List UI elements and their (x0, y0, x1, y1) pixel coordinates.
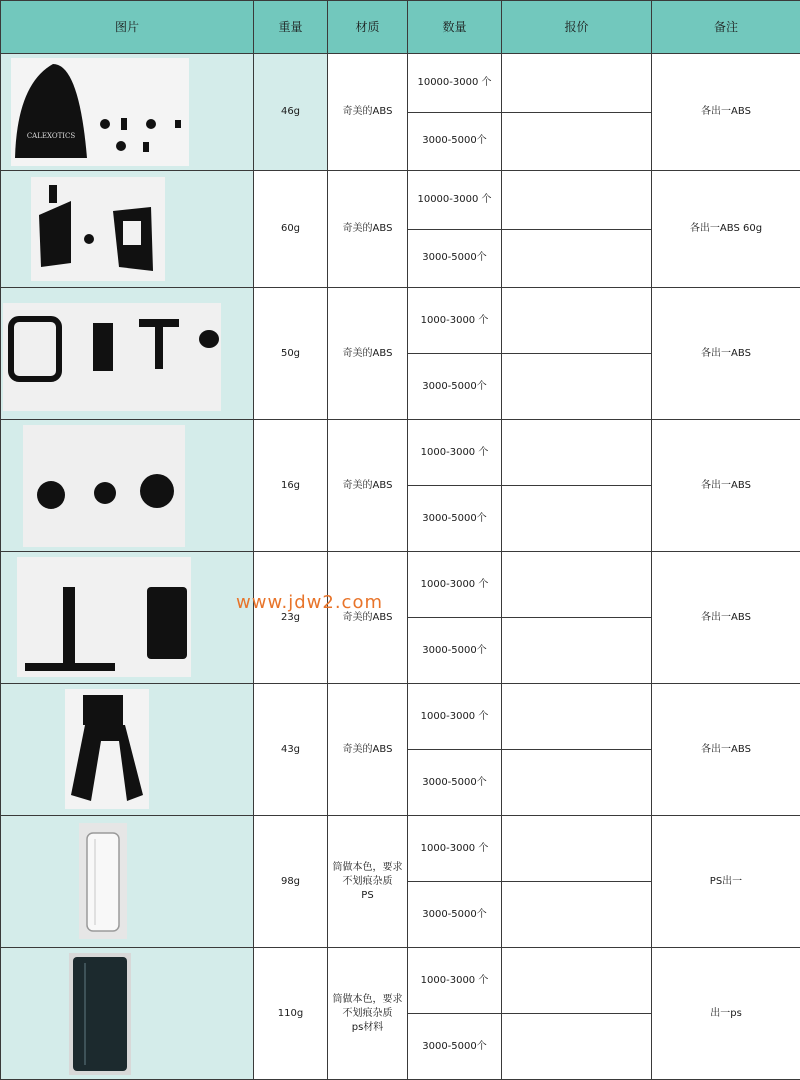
price-cell[interactable] (502, 288, 652, 354)
header-weight: 重量 (254, 1, 328, 54)
header-image: 图片 (1, 1, 254, 54)
product-image-cell (1, 171, 254, 288)
price-cell[interactable] (502, 552, 652, 618)
quantity-cell: 3000-5000个 (408, 618, 502, 684)
header-quantity: 数量 (408, 1, 502, 54)
table-row (1, 54, 800, 113)
table-row (1, 288, 800, 354)
price-cell[interactable] (502, 882, 652, 948)
quantity-cell: 10000-3000 个 (408, 54, 502, 113)
black-cap-parts-image (1, 54, 254, 170)
weight-cell: 23g (254, 552, 328, 684)
quantity-cell: 3000-5000个 (408, 882, 502, 948)
material-cell: 奇美的ABS (328, 171, 408, 288)
black-grip-handle-image (1, 685, 254, 815)
note-cell: 出一ps (652, 948, 800, 1080)
quantity-cell: 3000-5000个 (408, 354, 502, 420)
quantity-cell: 1000-3000 个 (408, 288, 502, 354)
svg-text:CALEXOTICS: CALEXOTICS (27, 132, 76, 140)
table-row (1, 816, 800, 882)
weight-cell: 98g (254, 816, 328, 948)
note-cell: 各出一ABS (652, 684, 800, 816)
header-note: 备注 (652, 1, 800, 54)
weight-cell: 16g (254, 420, 328, 552)
product-image-cell (1, 420, 254, 552)
black-round-caps-image (1, 421, 254, 551)
weight-cell: 46g (254, 54, 328, 171)
price-cell[interactable] (502, 750, 652, 816)
price-cell[interactable] (502, 816, 652, 882)
header-material: 材质 (328, 1, 408, 54)
price-cell[interactable] (502, 618, 652, 684)
quantity-cell: 1000-3000 个 (408, 948, 502, 1014)
weight-cell: 60g (254, 171, 328, 288)
weight-cell: 50g (254, 288, 328, 420)
price-cell[interactable] (502, 948, 652, 1014)
table-row (1, 684, 800, 750)
quantity-cell: 3000-5000个 (408, 1014, 502, 1080)
table-row (1, 171, 800, 230)
note-cell: 各出一ABS (652, 54, 800, 171)
product-image-cell (1, 54, 254, 171)
quantity-cell: 3000-5000个 (408, 112, 502, 171)
quantity-cell: 1000-3000 个 (408, 420, 502, 486)
price-cell[interactable] (502, 229, 652, 288)
quantity-cell: 3000-5000个 (408, 229, 502, 288)
material-cell: 奇美的ABS (328, 684, 408, 816)
quantity-cell: 1000-3000 个 (408, 684, 502, 750)
price-cell[interactable] (502, 684, 652, 750)
material-cell: 奇美的ABS (328, 54, 408, 171)
black-housing-parts-image (1, 171, 254, 287)
note-cell: 各出一ABS (652, 420, 800, 552)
header-price: 报价 (502, 1, 652, 54)
material-cell: 奇美的ABS (328, 420, 408, 552)
quantity-cell: 10000-3000 个 (408, 171, 502, 230)
watermark: www.jdw2.com (236, 592, 383, 613)
header-row (1, 1, 800, 54)
quantity-cell: 3000-5000个 (408, 486, 502, 552)
black-t-handle-image (1, 553, 254, 683)
material-cell: 筒做本色，要求不划痕杂质 ps材料 (328, 948, 408, 1080)
dark-tinted-tube-image (1, 949, 254, 1079)
price-cell[interactable] (502, 354, 652, 420)
note-cell: 各出一ABS (652, 288, 800, 420)
note-cell: PS出一 (652, 816, 800, 948)
quantity-cell: 1000-3000 个 (408, 552, 502, 618)
material-cell: 筒做本色，要求不划痕杂质 PS (328, 816, 408, 948)
price-cell[interactable] (502, 1014, 652, 1080)
note-cell: 各出一ABS (652, 552, 800, 684)
material-cell: 奇美的ABS (328, 552, 408, 684)
price-cell[interactable] (502, 54, 652, 113)
quantity-cell: 3000-5000个 (408, 750, 502, 816)
weight-cell: 43g (254, 684, 328, 816)
material-cell: 奇美的ABS (328, 288, 408, 420)
price-cell[interactable] (502, 112, 652, 171)
price-cell[interactable] (502, 171, 652, 230)
table-row (1, 948, 800, 1014)
price-cell[interactable] (502, 486, 652, 552)
product-image-cell (1, 684, 254, 816)
quantity-cell: 1000-3000 个 (408, 816, 502, 882)
product-image-cell (1, 288, 254, 420)
note-cell: 各出一ABS 60g (652, 171, 800, 288)
table-row (1, 420, 800, 486)
table-row (1, 552, 800, 618)
clear-tube-image (1, 817, 254, 947)
product-image-cell (1, 552, 254, 684)
weight-cell: 110g (254, 948, 328, 1080)
product-image-cell (1, 816, 254, 948)
black-handle-parts-image (1, 289, 254, 419)
price-cell[interactable] (502, 420, 652, 486)
product-image-cell (1, 948, 254, 1080)
